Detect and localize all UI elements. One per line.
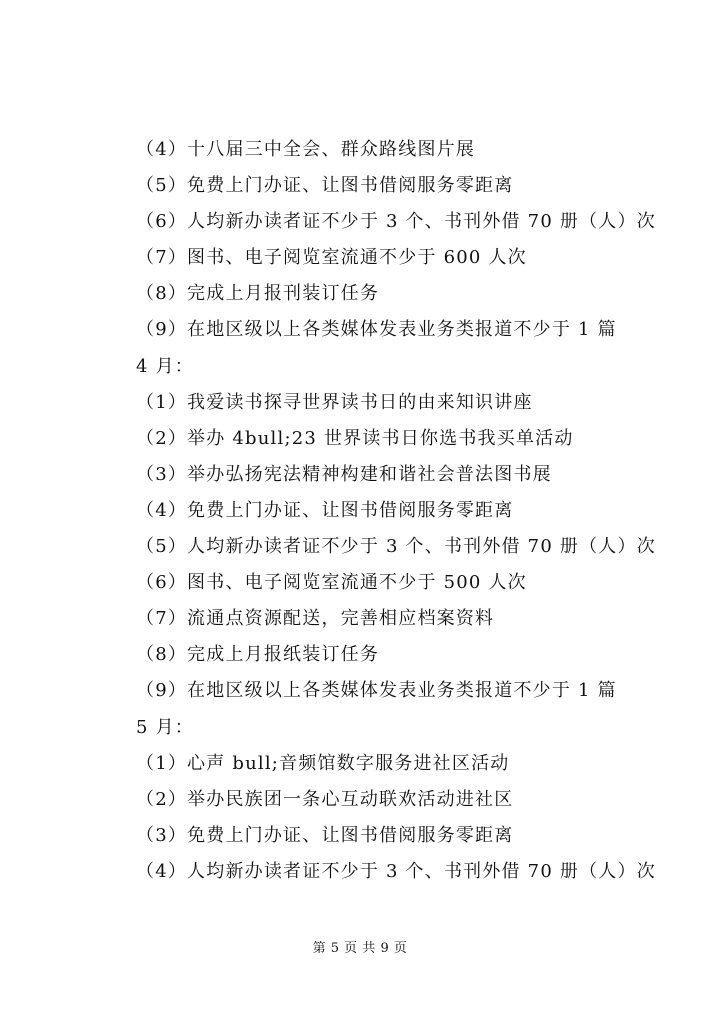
- content-line: （6）人均新办读者证不少于 3 个、书刊外借 70 册（人）次: [136, 211, 656, 233]
- content-line: （5）人均新办读者证不少于 3 个、书刊外借 70 册（人）次: [136, 536, 656, 558]
- content-line: （1）我爱读书探寻世界读书日的由来知识讲座: [136, 391, 533, 413]
- month-heading: 4 月：: [136, 355, 194, 377]
- content-line: （7）流通点资源配送，完善相应档案资料: [136, 608, 495, 630]
- content-line: （3）免费上门办证、让图书借阅服务零距离: [136, 824, 514, 846]
- content-line: （2）举办 4bull;23 世界读书日你选书我买单活动: [136, 427, 574, 449]
- content-line: （8）完成上月报刊装订任务: [136, 283, 380, 305]
- content-line: （6）图书、电子阅览室流通不少于 500 人次: [136, 572, 527, 594]
- content-line: （1）心声 bull;音频馆数字服务进社区活动: [136, 752, 510, 774]
- content-lines: [136, 132, 656, 890]
- content-line: （5）免费上门办证、让图书借阅服务零距离: [136, 175, 514, 197]
- content-line: （9）在地区级以上各类媒体发表业务类报道不少于 1 篇: [136, 319, 617, 341]
- content-line: （7）图书、电子阅览室流通不少于 600 人次: [136, 247, 527, 269]
- content-line: （4）免费上门办证、让图书借阅服务零距离: [136, 499, 514, 521]
- content-line: （9）在地区级以上各类媒体发表业务类报道不少于 1 篇: [136, 680, 617, 702]
- page-footer: 第 5 页 共 9 页: [312, 941, 408, 956]
- content-line: （8）完成上月报纸装订任务: [136, 644, 380, 666]
- content-line: （4）十八届三中全会、群众路线图片展: [136, 139, 476, 160]
- content-line: （2）举办民族团一条心互动联欢活动进社区: [136, 788, 514, 810]
- content-line: （4）人均新办读者证不少于 3 个、书刊外借 70 册（人）次: [136, 860, 656, 882]
- month-heading: 5 月：: [136, 716, 194, 738]
- content-line: （3）举办弘扬宪法精神构建和谐社会普法图书展: [136, 463, 552, 485]
